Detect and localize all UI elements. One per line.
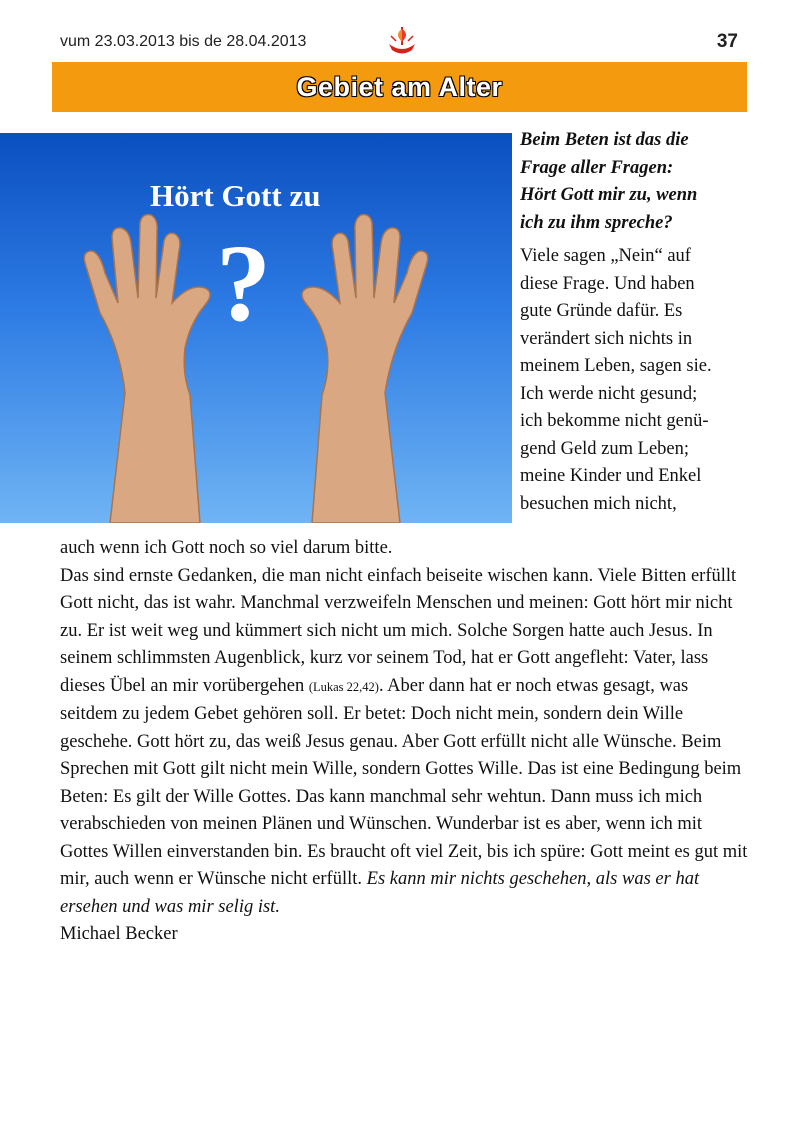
intro-line: meinem Leben, sagen sie.: [520, 356, 712, 376]
question-mark-icon: ?: [216, 222, 271, 344]
intro-line: Viele sagen „Nein“ auf: [520, 246, 691, 266]
intro-question-line: ich zu ihm spreche?: [520, 212, 673, 233]
intro-line: besuchen mich nicht,: [520, 493, 677, 514]
italic-quote: Es kann mir nichts geschehen, als was er hat ersehen und was mir selig ist.: [60, 869, 700, 917]
intro-line: Ich werde nicht gesund;: [520, 383, 698, 404]
paragraph-text: Das sind ernste Gedanken, die man nicht einfach beiseite wischen kann. Viele Bitten erfüllt Gott nicht, das ist wahr. Manchmal verzweifeln Menschen und meinen: Gott hört mir nicht zu. Er ist weit weg und kümmert sich nicht um mich. Solche Sorgen hatte auch Jesus. In seinem schlimmsten Augenblick, kurz vor seinem Tod, hat er Gott angefleht: Vater, lass dieses Übel an mir vorübergehen: [60, 565, 737, 696]
intro-question-line: Hört Gott mir zu, wenn: [520, 185, 698, 205]
intro-question-line: Beim Beten ist das die: [520, 130, 689, 150]
praying-hands-photo: [0, 133, 512, 523]
main-paragraph: [60, 563, 750, 922]
intro-line: verändert sich nichts in: [520, 328, 693, 349]
intro-line: diese Frage. Und haben: [520, 273, 695, 294]
intro-line: meine Kinder und Enkel: [520, 466, 702, 486]
intro-line: gute Gründe dafür. Es: [520, 301, 683, 321]
title-banner: [52, 62, 747, 112]
page-title: Gebiet am Alter: [296, 71, 503, 102]
article-body: [60, 535, 750, 949]
parish-logo-icon: [385, 24, 419, 58]
intro-question-line: Frage aller Fragen:: [520, 157, 674, 178]
continuation-line: auch wenn ich Gott noch so viel darum bitte.: [60, 538, 393, 558]
paragraph-text: . Aber dann hat er noch etwas gesagt, was seitdem zu jedem Gebet gehören soll. Er betet: Doch nicht mein, sondern dein Wille geschehe. Gott hört zu, das weiß Jesus genau. Aber Gott erfüllt nicht alle Wünsche. Beim Sprechen mit Gott gilt nicht mein Wille, sondern Gottes Wille. Das ist eine Bedingung beim Beten: Es gilt der Wille Gottes. Das kann manchmal sehr wehtun. Dann muss ich mich verabschieden von meinen Plänen und Wünschen. Wunderbar ist es aber, wenn ich mit Gottes Willen einverstanden bin. Es braucht oft viel Zeit, bis ich spüre: Gott meint es gut mit mir, auch wenn er Wünsche nicht erfüllt.: [60, 675, 748, 889]
photo-caption: Hört Gott zu: [150, 178, 321, 213]
intro-line: ich bekomme nicht genü-: [520, 411, 709, 431]
intro-question: [520, 127, 745, 237]
intro-column: [520, 127, 745, 518]
bible-reference: (Lukas 22,42): [308, 679, 379, 694]
author-name: Michael Becker: [60, 924, 178, 944]
intro-line: gend Geld zum Leben;: [520, 438, 690, 459]
header-date-range: vum 23.03.2013 bis de 28.04.2013: [60, 33, 307, 50]
intro-paragraph: [520, 243, 745, 518]
page-number: 37: [716, 31, 738, 52]
